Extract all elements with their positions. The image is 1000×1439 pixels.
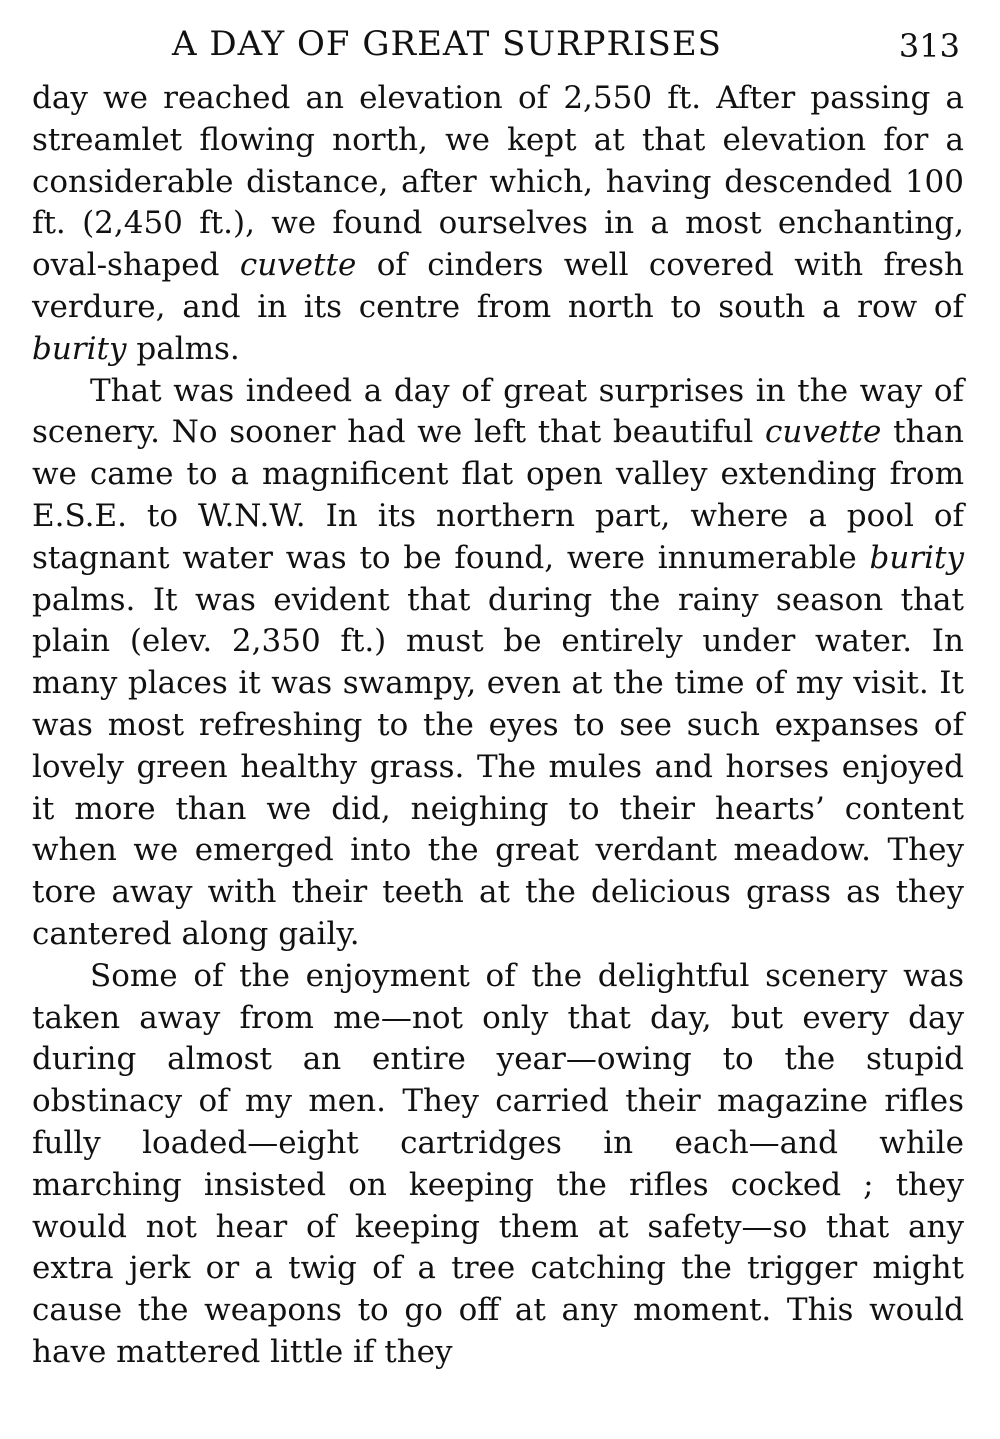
text-run: palms. bbox=[126, 330, 240, 367]
book-page bbox=[32, 22, 964, 1374]
italic-term: burity bbox=[869, 539, 964, 576]
italic-term: cuvette bbox=[239, 247, 357, 284]
italic-term: cuvette bbox=[764, 414, 882, 451]
running-title: A DAY OF GREAT SURPRISES bbox=[172, 24, 722, 64]
text-run: of cinders well covered with fresh verdure, and in its centre from north to south a row of bbox=[32, 247, 964, 325]
text-run: That was indeed a day of great surprises in the way of scenery. No sooner had we left that beautiful bbox=[32, 372, 964, 451]
page-number: 313 bbox=[898, 27, 960, 65]
paragraph-1 bbox=[32, 78, 964, 371]
text-run: Some of the enjoyment of the delightful scenery was taken away from me—not only that day, but every day during almost an entire year—owing to the stupid obstinacy of my men. They carried their magazine rifles fully loaded—eight cartridges in each—and while marching insisted on keeping the rifles cocked ; they would not hear of keeping them at safety—so that any extra jerk or a twig of a tree catching the trigger might cause the weapons to go off at any moment. This would have mattered little if they bbox=[32, 957, 964, 1370]
paragraph-2 bbox=[32, 371, 964, 956]
paragraph-3 bbox=[32, 956, 964, 1374]
text-run: than we came to a magnificent flat open valley extending from E.S.E. to W.N.W. In its northern part, where a pool of stagnant water was to be found, were innumerable bbox=[32, 414, 964, 576]
text-run: palms. It was evident that during the rainy season that plain (elev. 2,350 ft.) must be entirely under water. In many places it was swampy, even at the time of my visit. It was most refreshing to the eyes to see such expanses of lovely green healthy grass. The mules and horses enjoyed it more than we did, neighing to their hearts’ content when we emerged into the great verdant meadow. They tore away with their teeth at the delicious grass as they cantered along gaily. bbox=[32, 581, 964, 952]
text-run: day we reached an elevation of 2,550 ft. After passing a streamlet flowing north, we kept at that elevation for a considerable distance, after which, having descended 100 ft. (2,450 ft.), we found ourselves in a most enchanting, oval-shaped bbox=[32, 80, 964, 284]
italic-term: burity bbox=[32, 330, 127, 367]
running-head bbox=[32, 22, 964, 78]
